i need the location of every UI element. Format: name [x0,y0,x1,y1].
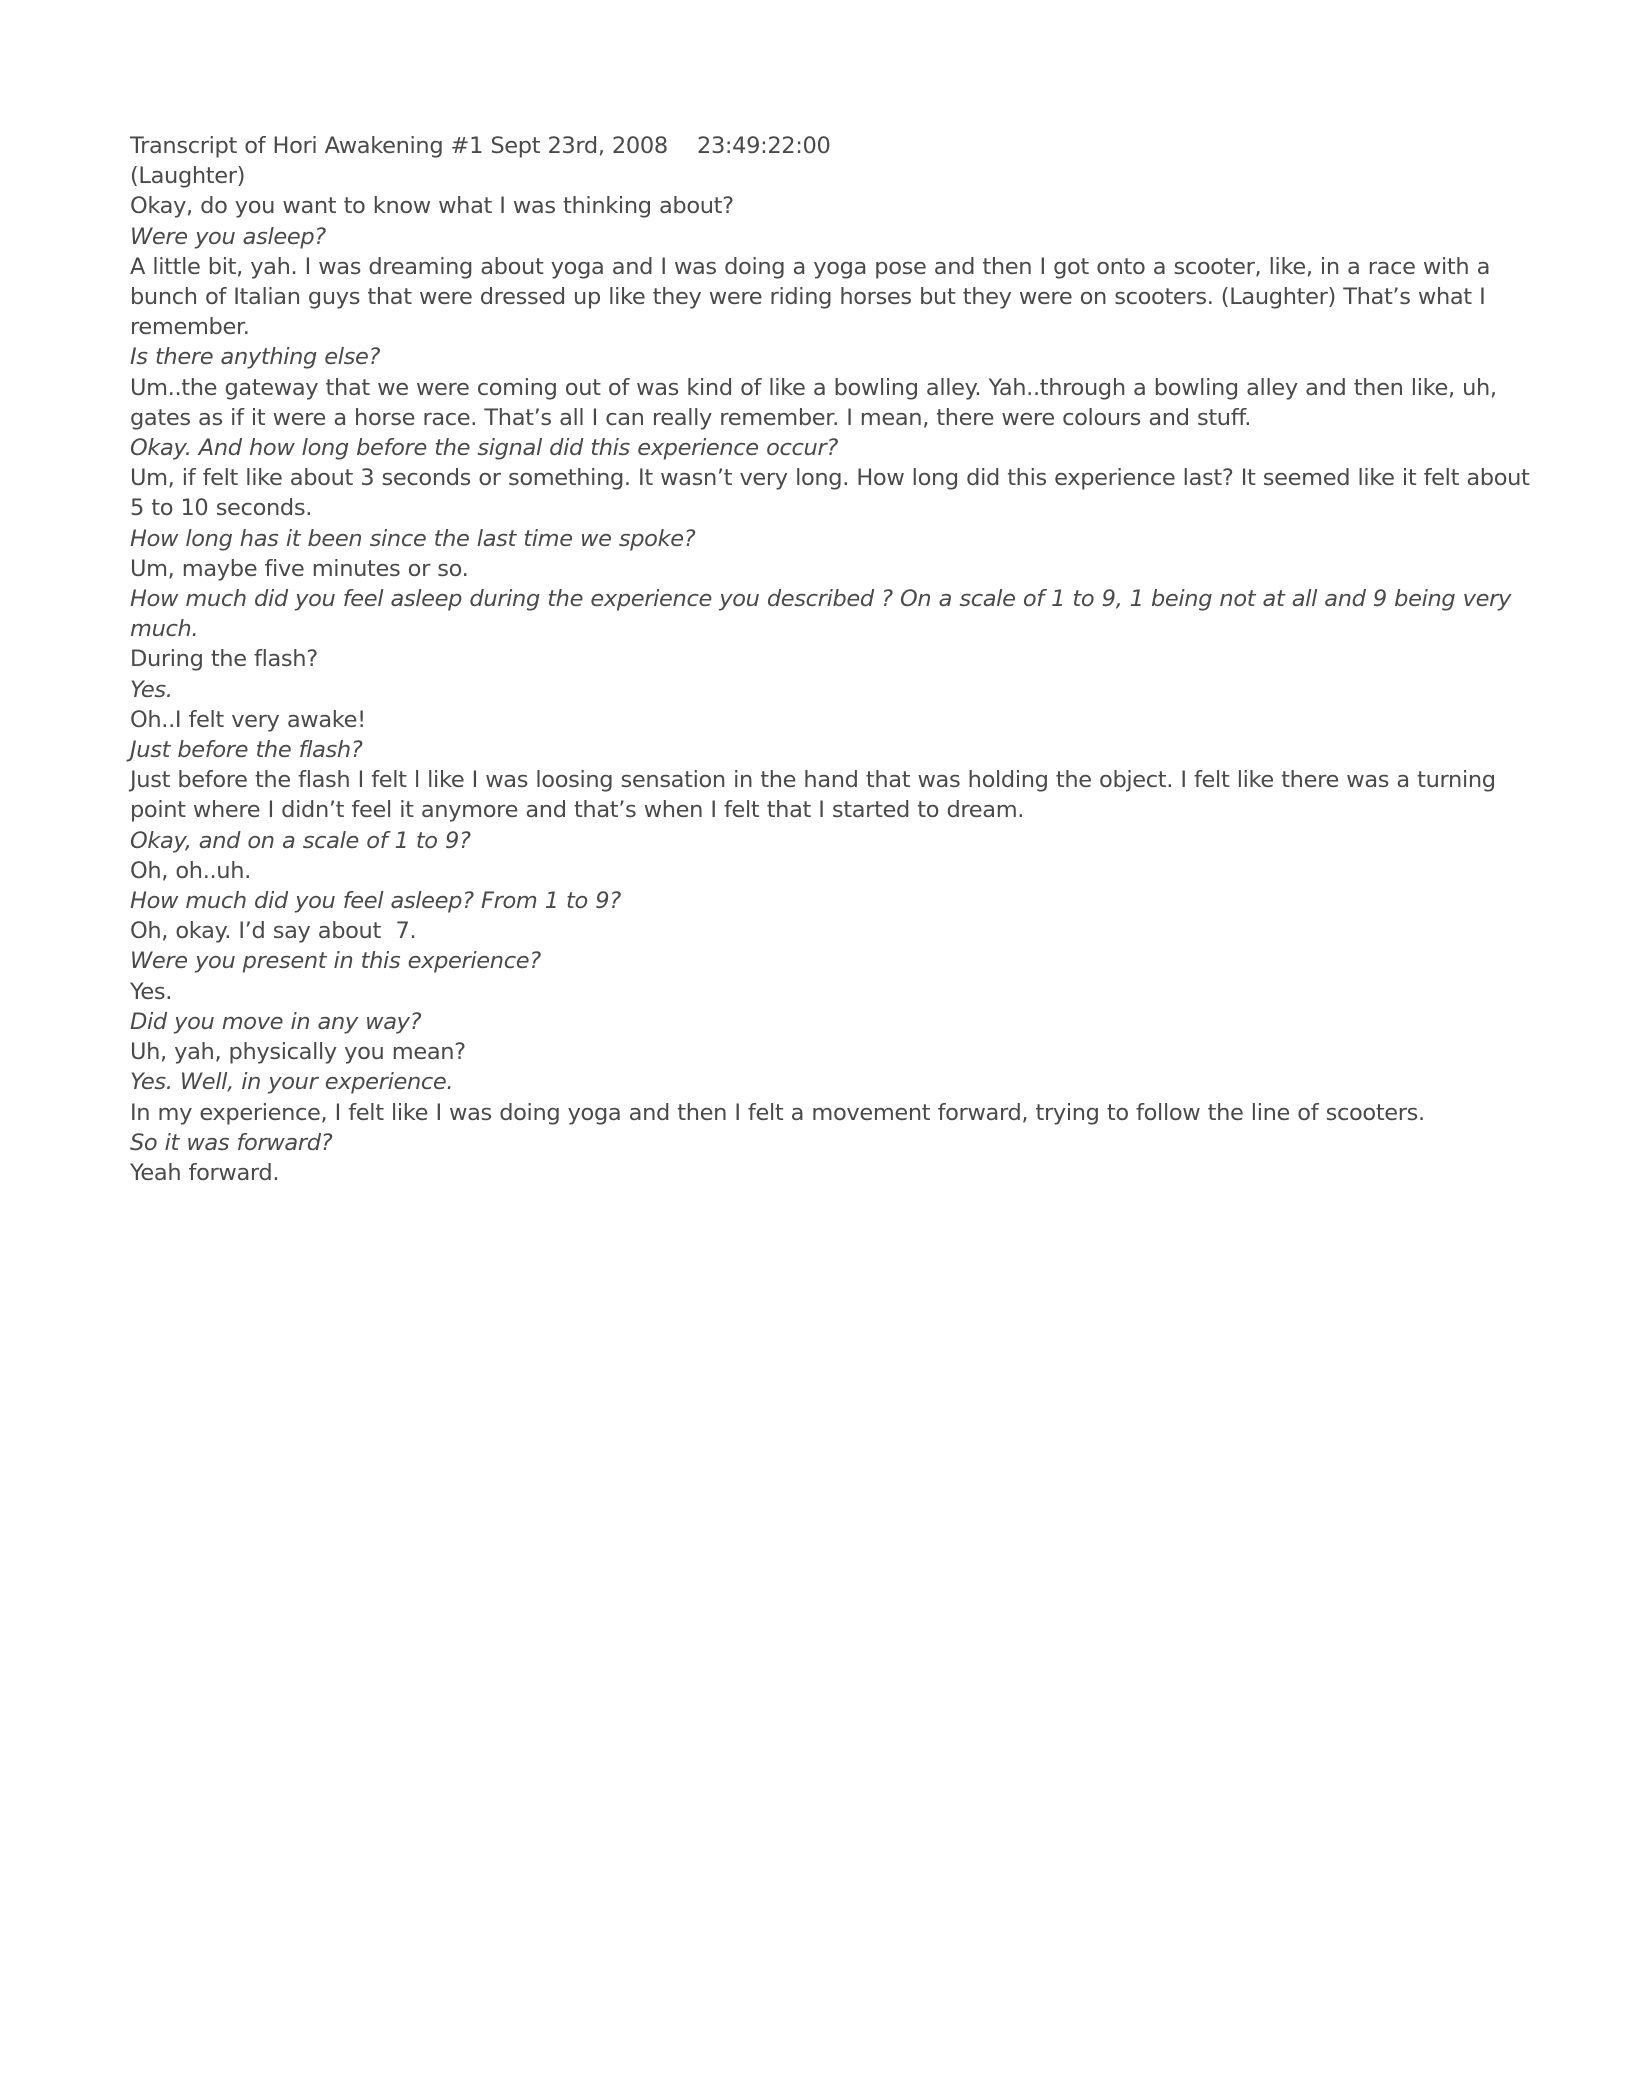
interviewer-question: How long has it been since the last time we spoke? [130,525,696,552]
subject-response: A little bit, yah. I was dreaming about yoga and I was doing a yoga pose and then I got onto a scooter, like, in a race with a bunch of Italian guys that were dressed up like they were riding horses but they were on scooters. (Laughter) That’s what I remember. [130,253,1498,341]
subject-response: Just before the flash I felt l like I was loosing sensation in the hand that was holding the object. I felt like there was a turning point where I didn’t feel it anymore and that’s when I felt that I started to dream. [130,767,1504,824]
subject-response: Oh, oh..uh. [130,857,251,884]
subject-response: During the flash? [130,646,318,673]
interviewer-question: Just before the flash? [130,737,363,764]
subject-response: In my experience, I felt like I was doing yoga and then I felt a movement forward, trying to follow the line of scooters. [130,1099,1425,1126]
subject-response: Um, maybe five minutes or so. [130,555,469,582]
interviewer-question: How much did you feel asleep during the experience you described ? On a scale of 1 to 9, 1 being not at all and 9 being very much. [130,586,1519,643]
interviewer-question: Is there anything else? [130,344,381,371]
interviewer-question: Did you move in any way? [130,1008,422,1035]
interviewer-question: Were you asleep? [130,223,326,250]
subject-response: Um, if felt like about 3 seconds or something. It wasn’t very long. How long did this experience last? It seemed like it felt about 5 to 10 seconds. [130,465,1537,522]
transcript-body [130,161,1537,1188]
transcript-page [130,131,1537,1188]
subject-response: Yeah forward. [130,1159,280,1186]
transcript-header: Transcript of Hori Awakening #1 Sept 23rd, 2008 23:49:22:00 [130,133,831,159]
subject-response: Uh, yah, physically you mean? [130,1039,466,1066]
subject-response: Oh, okay. I’d say about 7. [130,918,417,945]
subject-response: Oh..I felt very awake! [130,706,366,733]
subject-response: (Laughter) [130,163,246,190]
subject-response: Um..the gateway that we were coming out of was kind of like a bowling alley. Yah..through a bowling alley and then like, uh, gates as if it were a horse race. That’s all I can really remember. I mean, there were colours and stuff. [130,374,1505,431]
interviewer-question: Yes. Well, in your experience. [130,1069,454,1096]
interviewer-question: Were you present in this experience? [130,948,541,975]
interviewer-question: Okay. And how long before the signal did this experience occur? [130,435,838,462]
interviewer-question: Yes. [130,676,173,703]
interviewer-question: So it was forward? [130,1129,333,1156]
interviewer-question: Okay, and on a scale of 1 to 9? [130,827,471,854]
subject-response: Okay, do you want to know what I was thinking about? [130,193,734,220]
interviewer-question: How much did you feel asleep? From 1 to 9? [130,888,621,915]
subject-response: Yes. [130,978,173,1005]
